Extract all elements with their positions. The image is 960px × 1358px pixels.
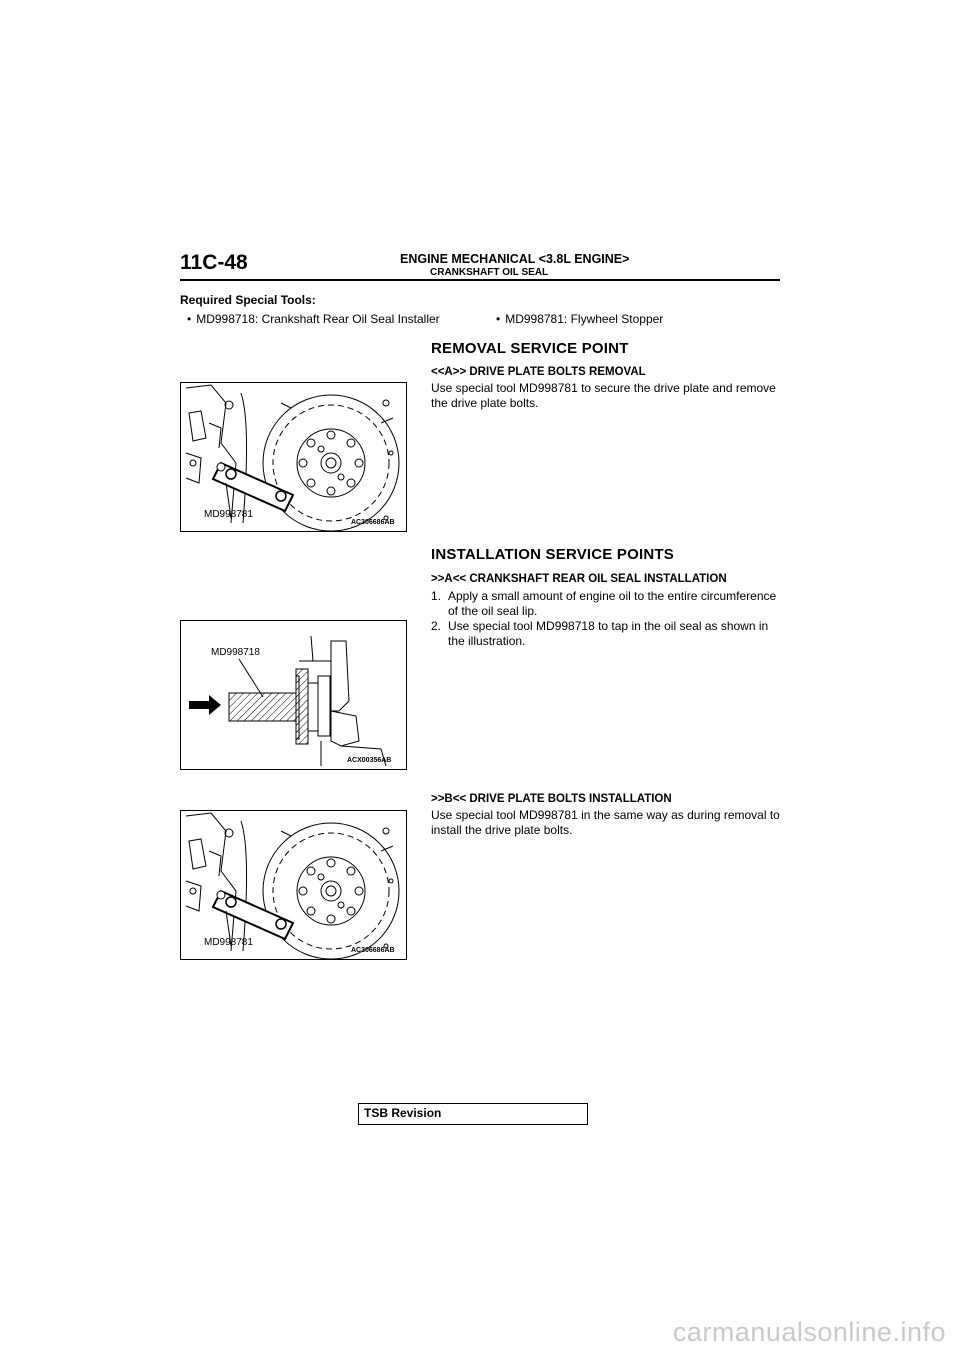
- page-number: 11C-48: [180, 251, 248, 274]
- header-rule: [180, 279, 780, 281]
- tools-heading: Required Special Tools:: [180, 293, 316, 307]
- bolts-step-title: >>B<< DRIVE PLATE BOLTS INSTALLATION: [431, 793, 672, 805]
- arrow-icon: [189, 695, 221, 715]
- chapter-title: ENGINE MECHANICAL <3.8L ENGINE>: [400, 252, 630, 266]
- seal-step-2: 2. Use special tool MD998718 to tap in the oil seal as shown in the illustration.: [431, 619, 769, 648]
- seal-step-title: >>A<< CRANKSHAFT REAR OIL SEAL INSTALLATION: [431, 573, 727, 585]
- tool-item-installer: • MD998718: Crankshaft Rear Oil Seal Installer: [187, 312, 440, 326]
- figure-oil-seal-installer: [180, 620, 407, 770]
- removal-text: Use special tool MD998781 to secure the drive plate and remove the drive plate bolts.: [431, 381, 776, 410]
- removal-title: REMOVAL SERVICE POINT: [431, 340, 629, 357]
- figure-tool-label: MD998781: [204, 937, 253, 948]
- seal-steps: [431, 589, 783, 649]
- figure-code: AC306686AB: [351, 519, 395, 526]
- watermark: carmanualsonline.info: [672, 1317, 946, 1347]
- bullet-icon: •: [187, 312, 192, 326]
- installation-title: INSTALLATION SERVICE POINTS: [431, 546, 674, 563]
- oil-seal-illustration: [181, 621, 406, 769]
- section-title: CRANKSHAFT OIL SEAL: [430, 267, 549, 278]
- figure-code: ACX00356AB: [347, 757, 392, 764]
- figure-tool-label: MD998781: [204, 509, 253, 520]
- tsb-revision-label: TSB Revision: [364, 1106, 442, 1120]
- seal-step-1: 1. Apply a small amount of engine oil to the entire circumference of the oil seal lip.: [431, 589, 777, 618]
- figure-code: AC306686AB: [351, 947, 395, 954]
- figure-tool-label: MD998718: [211, 647, 260, 658]
- removal-step-title: <<A>> DRIVE PLATE BOLTS REMOVAL: [431, 366, 646, 378]
- figure-flywheel-stopper-installation: [180, 810, 407, 960]
- tool-item-stopper: • MD998781: Flywheel Stopper: [496, 312, 664, 326]
- bullet-icon: •: [496, 312, 501, 326]
- figure-flywheel-stopper-removal: [180, 382, 407, 532]
- bolts-text: Use special tool MD998781 in the same way as during removal to install the drive plate bolts.: [431, 808, 780, 837]
